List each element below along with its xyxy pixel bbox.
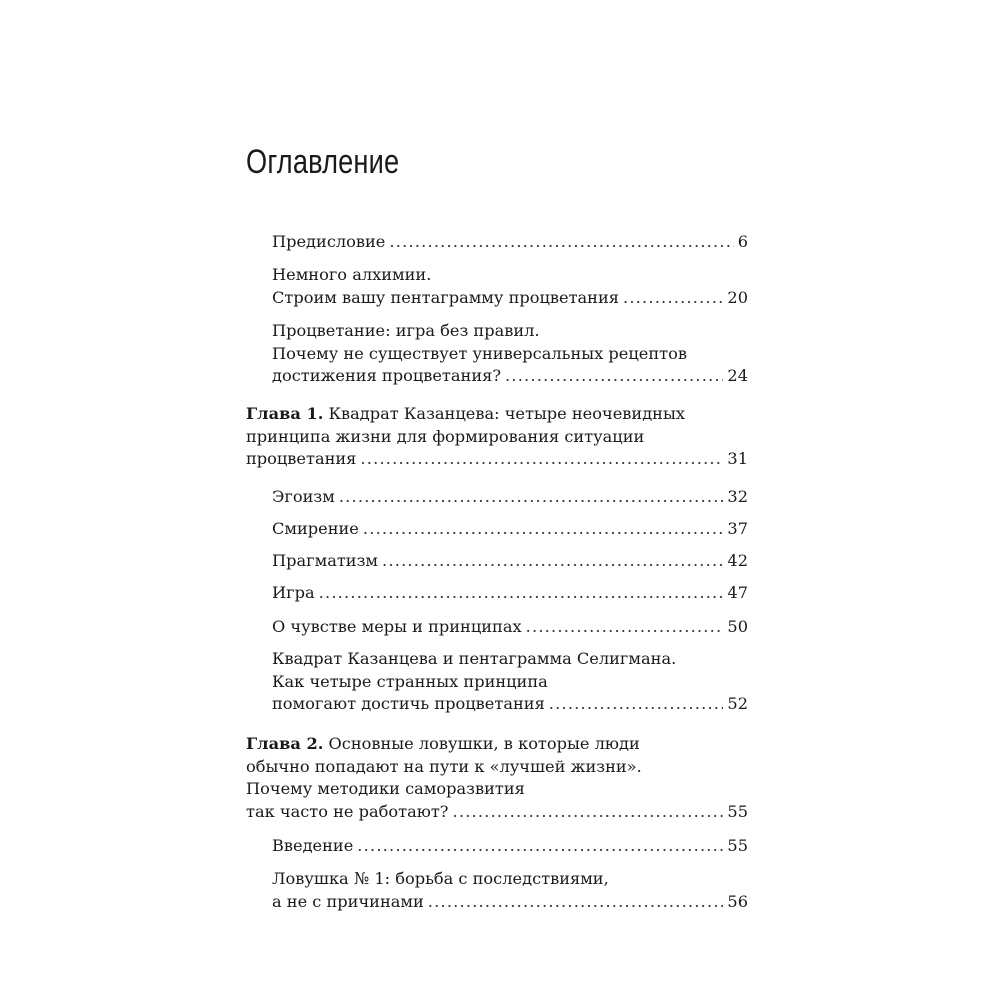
toc-entry-last-line — [272, 582, 748, 605]
toc-entry-text — [272, 231, 385, 254]
page-number: 47 — [727, 583, 748, 602]
toc-entry-title: достижения процветания? — [272, 366, 502, 385]
toc-entry-last-line — [272, 231, 748, 254]
toc-entry-text — [272, 287, 619, 310]
toc-entry-text — [272, 693, 545, 716]
toc-entry-line — [272, 320, 748, 343]
dot-leader — [453, 801, 724, 824]
toc-chapter-entry — [246, 403, 748, 471]
dot-leader — [389, 231, 733, 254]
chapter-label: Глава 1. — [246, 404, 324, 423]
dot-leader — [623, 287, 723, 310]
toc-entry-text: Как четыре странных принципа — [272, 671, 548, 691]
dot-leader — [526, 616, 724, 639]
toc-entry — [272, 550, 748, 573]
toc-entry-last-line — [272, 287, 748, 310]
dot-leader — [339, 486, 724, 509]
page-title: Оглавление — [246, 143, 400, 181]
page-number: 24 — [727, 366, 748, 385]
toc-entry-text — [272, 518, 359, 541]
toc-entry-line — [246, 756, 748, 779]
toc-entry — [272, 264, 748, 309]
toc-entry-text — [272, 582, 315, 605]
toc-entry-last-line — [272, 891, 748, 914]
toc-entry-text: Немного алхимии. — [272, 265, 432, 284]
toc-entry-text — [272, 835, 353, 858]
toc-entry-line — [246, 733, 748, 756]
page-number: 6 — [737, 232, 748, 251]
toc-entry-last-line — [246, 448, 748, 471]
toc-chapter-entry — [246, 733, 748, 823]
toc-entry-last-line — [272, 835, 748, 858]
toc-entry-title: помогают достичь процветания — [272, 694, 545, 713]
page-number: 50 — [727, 617, 748, 636]
toc-entry-title: Строим вашу пентаграмму процветания — [272, 287, 619, 307]
toc-entry-text: Основные ловушки, в которые люди — [328, 734, 640, 753]
toc-entry-title: О чувстве меры и принципах — [272, 617, 522, 636]
toc-entry-title: Эгоизм — [272, 487, 335, 506]
page-number: 42 — [727, 551, 748, 570]
toc-entry — [272, 616, 748, 639]
toc-entry-title: Смирение — [272, 519, 359, 538]
toc-entry — [272, 231, 748, 254]
page-number: 55 — [727, 801, 748, 821]
toc-entry-title: процветания — [246, 449, 357, 468]
toc-entry-last-line — [246, 801, 748, 824]
toc-entry-line — [272, 868, 748, 891]
page-number: 31 — [727, 449, 748, 468]
toc-entry — [272, 582, 748, 605]
toc-entry-last-line — [272, 550, 748, 573]
toc-entry-title: Введение — [272, 836, 354, 855]
toc-entry-line — [246, 403, 748, 426]
toc-entry-line — [272, 343, 748, 366]
toc-entry — [272, 648, 748, 716]
toc-entry-last-line — [272, 486, 748, 509]
dot-leader — [319, 582, 724, 605]
chapter-label: Глава 2. — [246, 734, 324, 753]
toc-entry-line — [272, 648, 748, 671]
toc-entry-line — [272, 671, 748, 694]
dot-leader — [382, 550, 723, 573]
toc-entry-line — [272, 264, 748, 287]
toc-entry-last-line — [272, 365, 748, 388]
toc-entry-text: Квадрат Казанцева: четыре неочевидных — [328, 404, 685, 423]
page-number: 55 — [727, 836, 748, 855]
page-number: 32 — [727, 487, 748, 506]
toc-entry-text — [272, 616, 522, 639]
toc-entry-text: Почему методики саморазвития — [246, 779, 525, 798]
toc-entry — [272, 835, 748, 858]
toc-entry-last-line — [272, 518, 748, 541]
page-number: 37 — [727, 519, 748, 538]
toc-entry-text — [272, 891, 424, 914]
page-number: 52 — [727, 694, 748, 713]
page-number: 56 — [727, 891, 748, 911]
dot-leader — [357, 835, 723, 858]
toc-entry-text: Ловушка № 1: борьба с последствиями, — [272, 869, 609, 888]
toc-entry-text — [246, 801, 449, 824]
toc-entry — [272, 868, 748, 913]
toc-entry-title: Игра — [272, 583, 315, 602]
dot-leader — [363, 518, 724, 541]
toc-entry — [272, 320, 748, 388]
toc-entry-text — [246, 448, 356, 471]
toc-entry-title: Прагматизм — [272, 551, 379, 570]
toc-entry-last-line — [272, 616, 748, 639]
page-number: 20 — [727, 287, 748, 307]
toc-entry-text: Процветание: игра без правил. — [272, 321, 540, 340]
toc-entry-text: Почему не существует универсальных рецептов — [272, 343, 687, 363]
toc-entry-title: Предисловие — [272, 232, 386, 251]
toc-entry-text — [272, 486, 335, 509]
toc-entry — [272, 518, 748, 541]
dot-leader — [505, 365, 723, 388]
toc-entry-last-line — [272, 693, 748, 716]
toc-entry-text — [272, 365, 501, 388]
toc-entry — [272, 486, 748, 509]
toc-entry-line — [246, 778, 748, 801]
toc-entry-title: а не с причинами — [272, 891, 424, 911]
dot-leader — [428, 891, 724, 914]
toc-entry-text — [272, 550, 378, 573]
toc-entry-title: так часто не работают? — [246, 801, 449, 821]
toc-entry-text: Квадрат Казанцева и пентаграмма Селигмана. — [272, 649, 677, 668]
dot-leader — [360, 448, 723, 471]
toc-entry-line — [246, 426, 748, 449]
toc-entry-text: обычно попадают на пути к «лучшей жизни». — [246, 756, 642, 776]
toc-entry-text: принципа жизни для формирования ситуации — [246, 426, 645, 446]
dot-leader — [549, 693, 724, 716]
